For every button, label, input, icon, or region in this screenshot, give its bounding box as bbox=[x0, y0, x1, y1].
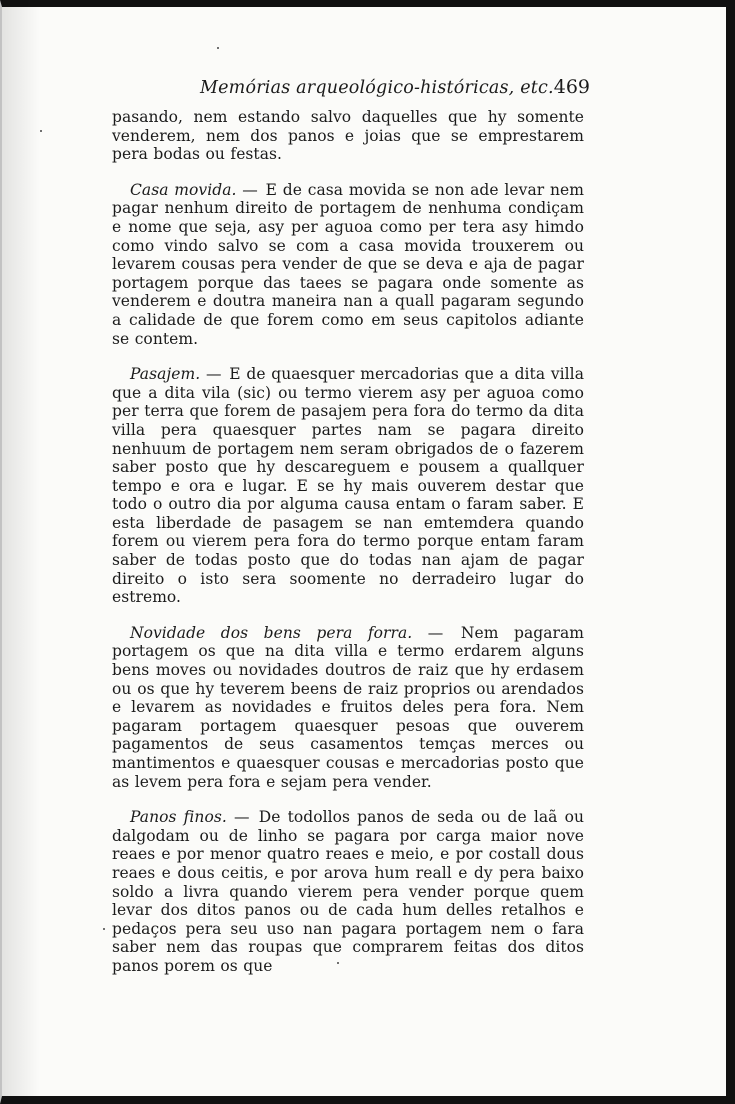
rubric-dash: — bbox=[427, 623, 444, 642]
paragraph-text: De todollos panos de seda ou de laã ou dalgodam ou de linho se pagara por carga maior nove reaes e por menor quatro reaes e meio, e por costall dous reaes e dous ceitis, e por arova hum reall e dy pera baixo soldo a livra quando vierem pera vender porque quem levar dos ditos panos ou de cada hum delles retalhos e pedaços pera seu uso nan pagara portagem nem o fara saber nem das roupas que comprarem feitas dos ditos panos porem os que bbox=[112, 808, 584, 975]
page-gutter-shadow bbox=[0, 0, 40, 1104]
scan-speck bbox=[217, 47, 219, 49]
paragraph-rubric: Panos finos. bbox=[130, 808, 227, 827]
page-header bbox=[112, 72, 590, 108]
book-page bbox=[112, 72, 590, 976]
paragraph-rubric: Pasajem. bbox=[130, 365, 201, 384]
paragraph-continuation bbox=[112, 108, 584, 164]
scan-speck bbox=[40, 130, 42, 132]
page-number: 469 bbox=[553, 76, 590, 98]
paragraph-rubric: Novidade dos bens pera forra. bbox=[130, 623, 413, 642]
paragraph-text: Nem pagaram portagem os que na dita villa e termo erdarem alguns bens moves ou novidades doutros de raiz que hy erdasem ou os que hy teverem beens de raiz proprios ou arendados e levarem as novidades e fruitos deles pera fora. Nem pagaram portagem quaesquer pesoas que ouverem pagamentos de seus casamentos temças merces ou mantimentos e quaesquer cousas e mercadorias posto que as levem pera fora e sejam pera vender. bbox=[112, 623, 585, 791]
running-title: Memórias arqueológico-históricas, etc. bbox=[200, 78, 554, 98]
paragraph-pasajem bbox=[112, 365, 584, 607]
paragraph-text: E de casa movida se non ade levar nem pagar nenhum direito de portagem de nenhuma condiçam e nome que seja, asy per aguoa como per tera asy himdo como vindo salvo se com a casa movida trouxerem ou levarem cousas pera vender de que se deva e aja de pagar portagem porque das taees se pagara onde somente as venderem e doutra maneira nan a quall pagaram segundo a calidade de que forem como em seus capitolos adiante se contem. bbox=[112, 180, 585, 348]
rubric-dash: — bbox=[234, 808, 250, 827]
rubric-dash: — bbox=[205, 365, 222, 384]
paragraph-rubric: Casa movida. bbox=[130, 180, 237, 199]
paragraph-panos-finos bbox=[112, 808, 584, 975]
paragraph-text: pasando, nem estando salvo daquelles que hy somente venderem, nem dos panos e joias que se emprestarem pera bodas ou festas. bbox=[112, 108, 584, 164]
scan-speck bbox=[103, 928, 105, 930]
paragraph-novidade bbox=[112, 624, 584, 791]
paragraph-casa-movida bbox=[112, 181, 584, 348]
rubric-dash: — bbox=[242, 180, 258, 199]
paragraph-text: E de quaesquer mercadorias que a dita villa que a dita vila (sic) ou termo vierem asy per aguoa como per terra que forem de pasajem pera fora do termo da dita villa pera quaesquer partes nam se pagara direito nenhuum de portagem nem seram obrigados de o fazerem saber posto que hy descareguem e pousem a quallquer tempo e ora e lugar. E se hy mais ouverem destar que todo o outro dia por alguma causa entam o faram saber. E esta liberdade de pasagem se nan emtemdera quando forem ou vierem pera fora do termo porque entam faram saber de todas posto que do todas nan ajam de pagar direito o isto sera soomente no derradeiro lugar do estremo. bbox=[112, 365, 584, 607]
